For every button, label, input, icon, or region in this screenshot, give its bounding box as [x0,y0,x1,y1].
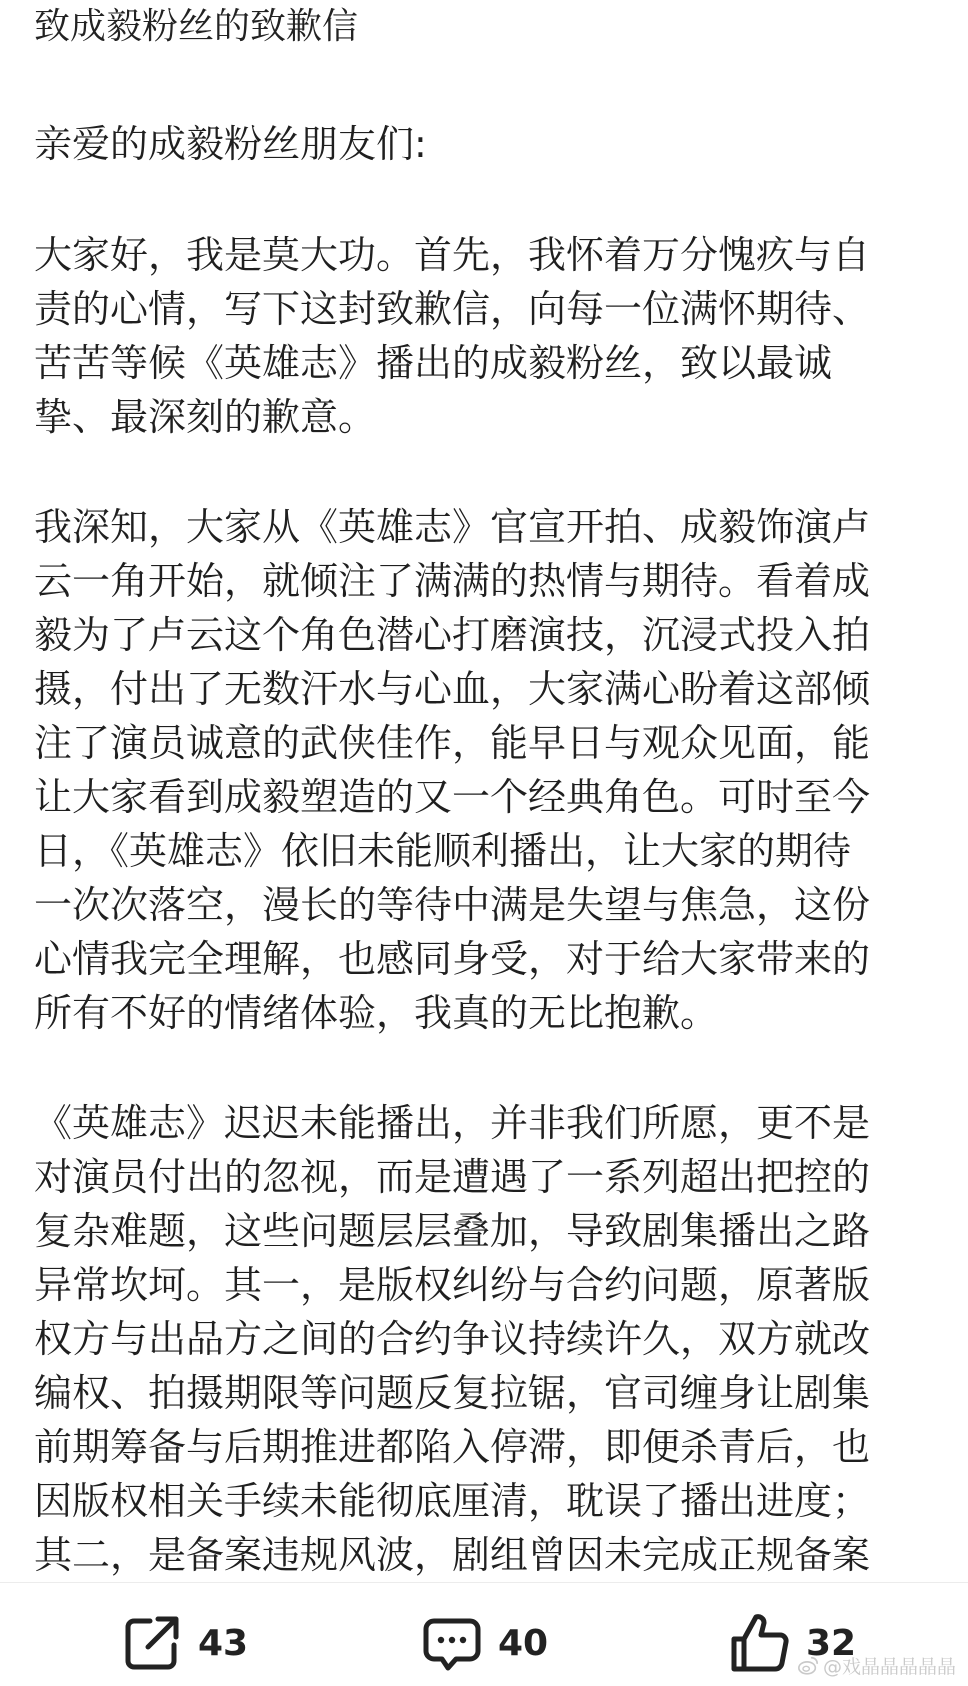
paragraph-line: 让大家看到成毅塑造的又一个经典角色。可时至今 [34,775,871,819]
paragraph-line: 所有不好的情绪体验，我真的无比抱歉。 [34,991,719,1035]
comment-button[interactable] [420,1611,548,1675]
like-count: 32 [806,1622,857,1664]
paragraph-line: 前期筹备与后期推进都陷入停滞，即便杀青后，也 [34,1425,871,1469]
paragraph-line: 苦苦等候《英雄志》播出的成毅粉丝，致以最诚 [34,341,833,385]
paragraph-line: 日，《英雄志》依旧未能顺利播出，让大家的期待 [34,829,852,873]
paragraph-line: 《英雄志》迟迟未能播出，并非我们所愿，更不是 [34,1101,871,1145]
paragraph-2 [34,500,914,1040]
paragraph-line: 毅为了卢云这个角色潜心打磨演技，沉浸式投入拍 [34,613,871,657]
article-body [34,0,914,1582]
paragraph-3 [34,1096,914,1582]
watermark-text: @戏晶晶晶晶晶 [822,1656,956,1678]
watermark [797,1652,956,1679]
paragraph-1 [34,228,914,444]
weibo-logo-icon [797,1655,819,1677]
share-button[interactable] [120,1611,248,1675]
thumbs-up-icon [728,1611,792,1675]
paragraph-line: 责的心情，写下这封致歉信，向每一位满怀期待、 [34,287,871,331]
comment-count: 40 [498,1622,549,1664]
paragraph-line: 心情我完全理解，也感同身受，对于给大家带来的 [34,937,871,981]
paragraph-line: 一次次落空，漫长的等待中满是失望与焦急，这份 [34,883,871,927]
paragraph-line: 编权、拍摄期限等问题反复拉锯，官司缠身让剧集 [34,1371,871,1415]
article-title: 致成毅粉丝的致歉信 [34,6,359,47]
salutation: 亲爱的成毅粉丝朋友们: [34,122,427,166]
share-count: 43 [198,1622,249,1664]
paragraph-line: 云一角开始，就倾注了满满的热情与期待。看着成 [34,559,871,603]
paragraph-line: 复杂难题，这些问题层层叠加，导致剧集播出之路 [34,1209,871,1253]
paragraph-line: 注了演员诚意的武侠佳作，能早日与观众见面，能 [34,721,871,765]
paragraph-line: 对演员付出的忽视，而是遭遇了一系列超出把控的 [34,1155,871,1199]
paragraph-line: 权方与出品方之间的合约争议持续许久，双方就改 [34,1317,871,1361]
comment-icon [420,1611,484,1675]
paragraph-line: 摄，付出了无数汗水与心血，大家满心盼着这部倾 [34,667,871,711]
share-icon [120,1611,184,1675]
paragraph-line: 其二，是备案违规风波，剧组曾因未完成正规备案 [34,1533,871,1577]
paragraph-line: 我深知，大家从《英雄志》官宣开拍、成毅饰演卢 [34,505,871,549]
paragraph-line: 挚、最深刻的歉意。 [34,395,377,439]
paragraph-line: 大家好，我是莫大功。首先，我怀着万分愧疚与自 [34,233,871,277]
paragraph-line: 异常坎坷。其一，是版权纠纷与合约问题，原著版 [34,1263,871,1307]
paragraph-line: 因版权相关手续未能彻底厘清，耽误了播出进度； [34,1479,871,1523]
